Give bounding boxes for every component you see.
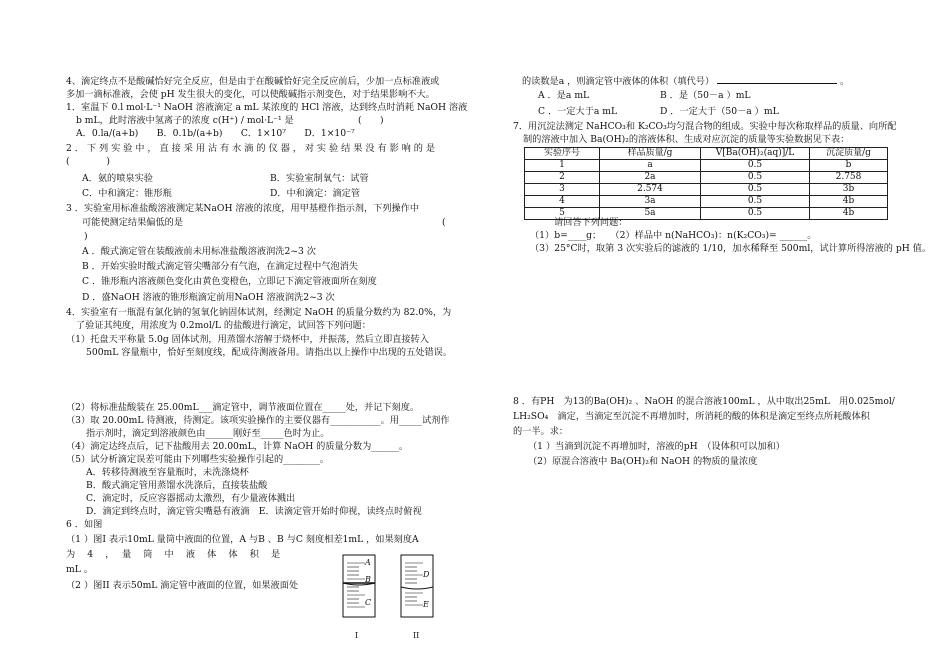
q7-prompt: 请回答下列问题：	[554, 217, 628, 228]
table-cell: 4	[525, 196, 600, 208]
q6-title: 6 ．如图	[66, 519, 103, 530]
table-header-row	[525, 148, 888, 160]
figure-label-b: B	[365, 575, 371, 584]
q8-line-1: 8 ．有PH 为13的Ba(OH)₂ 、NaOH 的混合溶液100mL ，从中取出25mL 用0.025mol/	[513, 396, 895, 407]
q2-option-a: A．氨的喷泉实验	[82, 173, 153, 184]
q7-line-2: 制的溶液中加入 Ba(OH)₂的溶液体积、生成对应沉淀的质量等实验数据见下表：	[523, 134, 850, 145]
table-cell: 2	[525, 172, 600, 184]
table-cell: 3b	[810, 184, 888, 196]
q6-part2-continued	[522, 74, 849, 87]
q4-part5-option-a: A．转移待测液至容量瓶时，未洗涤烧杯	[86, 467, 249, 478]
figure-label-e: E	[423, 600, 429, 609]
q6-part1-line-3: mL 。	[66, 564, 93, 575]
table-cell: 2a	[600, 172, 701, 184]
intro-line-2: 多加一滴标准液，会使 pH 发生很大的变化，可以使酸碱指示剂变色，对于结果影响不大。	[66, 89, 435, 100]
q8-part1: （1 ）当滴到沉淀不再增加时，溶液的pH （设体积可以加和）	[528, 441, 785, 452]
table-cell: a	[600, 160, 701, 172]
table-cell: 0.5	[701, 160, 810, 172]
q6-option-d: D ．一定大于（50－a ）mL	[660, 106, 779, 117]
table-cell: 5	[525, 208, 600, 220]
q1-line-2: b mL，此时溶液中氢离子的浓度 c(H⁺) / mol·L⁻¹ 是	[76, 115, 294, 126]
q3-line-2: 可能使测定结果偏低的是	[82, 217, 184, 228]
table-cell: 4b	[810, 208, 888, 220]
table-cell: 0.5	[701, 184, 810, 196]
q4-part5-option-de: D．滴定到终点时，滴定管尖嘴悬有液滴 E．读滴定管开始时仰视，读终点时俯视	[86, 506, 422, 517]
q4-part1-line-1: （1）托盘天平称量 5.0g 固体试剂，用蒸馏水溶解于烧杯中，并振荡，然后立即直接转入	[66, 334, 429, 345]
figure-caption-1: I	[355, 631, 359, 640]
figure-label-c: C	[365, 598, 372, 607]
table-cell: 4b	[810, 196, 888, 208]
q6-part2-line-1: （2 ）图II 表示50mL 滴定管中液面的位置，如果液面处	[66, 580, 299, 591]
q2-option-c: C．中和滴定：锥形瓶	[82, 188, 172, 199]
q6-option-c: C ．一定大于a mL	[538, 106, 618, 117]
q4-line-1: 4．实验室有一瓶混有氯化钠的氢氧化钠固体试剂，经测定 NaOH 的质量分数约为 82.0%，为	[66, 307, 452, 318]
q7-part1-2: （1）b=____g； （2）样品中 n(NaHCO₃)：n(K₂CO₃)= ______。	[530, 230, 817, 241]
intro-line-1: 4、滴定终点不是酸碱恰好完全反应，但是由于在酸碱恰好完全反应前后，少加一点标准液或	[66, 76, 440, 87]
q6-option-a: A ．是a mL	[538, 90, 590, 101]
q3-line-1: 3 ．实验室用标准盐酸溶液测定某NaOH 溶液的浓度，用甲基橙作指示剂，下列操作中	[66, 203, 420, 214]
q4-part1-line-2: 500mL 容量瓶中，恰好至刻度线，配成待测液备用。请指出以上操作中出现的五处错误。	[86, 347, 453, 358]
q1-line-1: 1．室温下 0.l mol·L⁻¹ NaOH 溶液滴定 a mL 某浓度的 HCl 溶液，达到终点时消耗 NaOH 溶液	[66, 102, 468, 113]
q4-part2: （2）将标准盐酸装在 25.00mL___滴定管中，调节液面位置在_____处，并记下刻度。	[66, 402, 420, 413]
table-cell: 0.5	[701, 208, 810, 220]
q7-line-1: 7．用沉淀法测定 NaHCO₃和 K₂CO₃均匀混合物的组成。实验中每次称取样品的质量、向所配	[513, 121, 897, 132]
q1-answer-paren: ( )	[358, 115, 384, 126]
q6-part1-line-2: 为 4 ， 量 筒 中 液 体 体 积 是	[66, 549, 281, 560]
cylinder-burette-diagram	[335, 553, 455, 648]
table-cell: 3	[525, 184, 600, 196]
q3-paren-open: (	[442, 217, 446, 228]
table-row	[525, 196, 888, 208]
q1-options: A．0.la/(a+b) B．0.1b/(a+b) C．1×10⁷ D．1×10⁻⁷	[76, 128, 355, 139]
table-header: 实验序号	[525, 148, 600, 160]
table-cell: 0.5	[701, 172, 810, 184]
answer-blank	[717, 74, 837, 84]
table-cell: 0.5	[701, 196, 810, 208]
table-row	[525, 172, 888, 184]
table-cell: 2.758	[810, 172, 888, 184]
q4-part3-line-1: （3）取 20.00mL 待测液，待测定。该项实验操作的主要仪器有___________。用_____试剂作	[66, 415, 450, 426]
q3-paren-close: )	[84, 231, 88, 242]
table-row	[525, 160, 888, 172]
table-cell: 3a	[600, 196, 701, 208]
figure-label-d: D	[423, 570, 430, 579]
table-cell: 5a	[600, 208, 701, 220]
table-header: 沉淀质量/g	[810, 148, 888, 160]
q6-option-b: B ．是（50－a ）mL	[660, 90, 751, 101]
q4-part3-line-2: 指示剂时，滴定到溶液颜色由______刚好至_____色时为止。	[86, 428, 330, 439]
q4-part5-option-b: B．酸式滴定管用蒸馏水洗涤后，直接装盐酸	[86, 480, 268, 491]
table-row	[525, 184, 888, 196]
figure-label-a: A	[365, 558, 371, 567]
q8-part2: （2）原混合溶液中 Ba(OH)₂和 NaOH 的物质的量浓度	[528, 456, 758, 467]
q3-option-d: D ．盛NaOH 溶液的锥形瓶滴定前用NaOH 溶液润洗2~3 次	[82, 292, 335, 303]
q3-option-b: B ．开始实验时酸式滴定管尖嘴部分有气泡，在滴定过程中气泡消失	[82, 261, 359, 272]
q6-part1-line-1: （1 ）图I 表示10mL 量筒中液面的位置，A 与B 、B 与C 刻度相差1mL ，如果刻度A	[66, 534, 419, 545]
q3-option-a: A ．酸式滴定管在装酸液前未用标准盐酸溶液润洗2~3 次	[82, 246, 316, 257]
q4-part4: （4）滴定达终点后，记下盐酸用去 20.00mL，计算 NaOH 的质量分数为______。	[66, 441, 409, 452]
data-table	[524, 147, 888, 220]
q2-option-d: D．中和滴定：滴定管	[270, 188, 361, 199]
q2-line-2: ( )	[66, 156, 110, 167]
table-header: 样品质量/g	[600, 148, 701, 160]
q8-line-3: 的一半。求：	[513, 426, 569, 437]
q4-part5: （5）试分析滴定误差可能由下列哪些实验操作引起的________。	[66, 454, 330, 465]
q2-option-b: B．实验室制氧气：试管	[270, 173, 369, 184]
q6-part2-end: 。	[840, 76, 850, 87]
figure-caption-2: II	[413, 631, 420, 640]
q4-part5-option-c: C．滴定时，反应容器摇动太激烈，有少量液体溅出	[86, 493, 296, 504]
q6-part2-text: 的读数是a ，则滴定管中液体的体积（填代号）	[522, 76, 715, 87]
q2-line-1: 2 ． 下 列 实 验 中 ， 直 接 采 用 沾 有 水 滴 的 仪 器 ， 对 实 验 结 果 没 有 影 响 的 是	[66, 143, 436, 154]
table-header: V[Ba(OH)₂(aq)]/L	[701, 148, 810, 160]
measuring-figure	[335, 553, 455, 648]
table-cell: b	[810, 160, 888, 172]
table-cell: 1	[525, 160, 600, 172]
q7-part3: （3）25°C时，取第 3 次实验后的滤液的 1/10，加水稀释至 500ml，试计算所得溶液的 pH 值。	[530, 243, 932, 254]
q4-line-2: 了验证其纯度，用浓度为 0.2mol/L 的盐酸进行滴定，试回答下列问题：	[76, 320, 371, 331]
q8-line-2: LH₂SO₄ 滴定，当滴定至沉淀不再增加时，所消耗的酸的体积是滴定至终点所耗酸体积	[513, 411, 870, 422]
table-cell: 2.574	[600, 184, 701, 196]
q3-option-c: C ．锥形瓶内溶液颜色变化由黄色变橙色，立即记下滴定管液面所在刻度	[82, 276, 377, 287]
